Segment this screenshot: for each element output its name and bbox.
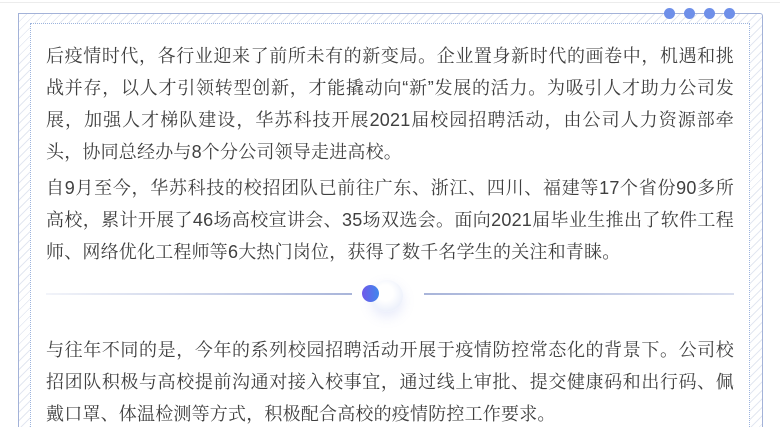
dot-icon (724, 8, 735, 19)
paragraph-pandemic-measures: 与往年不同的是，今年的系列校园招聘活动开展于疫情防控常态化的背景下。公司校招团队积极与高校提前沟通对接入校事宜，通过线上审批、提交健康码和出行码、佩戴口罩、体温检测等方式，积极配合高校的疫情防控工作要求。 (46, 340, 734, 424)
paragraph-campus-tour: 自9月至今，华苏科技的校招团队已前往广东、浙江、四川、福建等17个省份90多所高校，累计开展了46场高校宣讲会、35场双选会。面向2021届毕业生推出了软件工程师、网络优化工程师等6大热门岗位，获得了数千名学生的关注和青睐。 (46, 178, 734, 262)
corner-dots-ornament (664, 8, 735, 19)
divider-dot-icon (362, 285, 379, 302)
divider-line-left (46, 293, 352, 295)
section-divider (46, 276, 734, 312)
paragraph-intro: 后疫情时代，各行业迎来了前所未有的新变局。企业置身新时代的画卷中，机遇和挑战并存，以人才引领转型创新，才能撬动向“新”发展的活力。为吸引人才助力公司发展，加强人才梯队建设，华苏科技开展2021届校园招聘活动，由公司人力资源部牵头，协同总经办与8个分公司领导走进高校。 (46, 46, 734, 162)
dot-icon (664, 8, 675, 19)
divider-line-right (424, 293, 734, 295)
dot-icon (684, 8, 695, 19)
article-body (30, 23, 750, 427)
dot-icon (704, 8, 715, 19)
decorative-frame (18, 13, 763, 427)
top-divider-line (0, 2, 780, 3)
